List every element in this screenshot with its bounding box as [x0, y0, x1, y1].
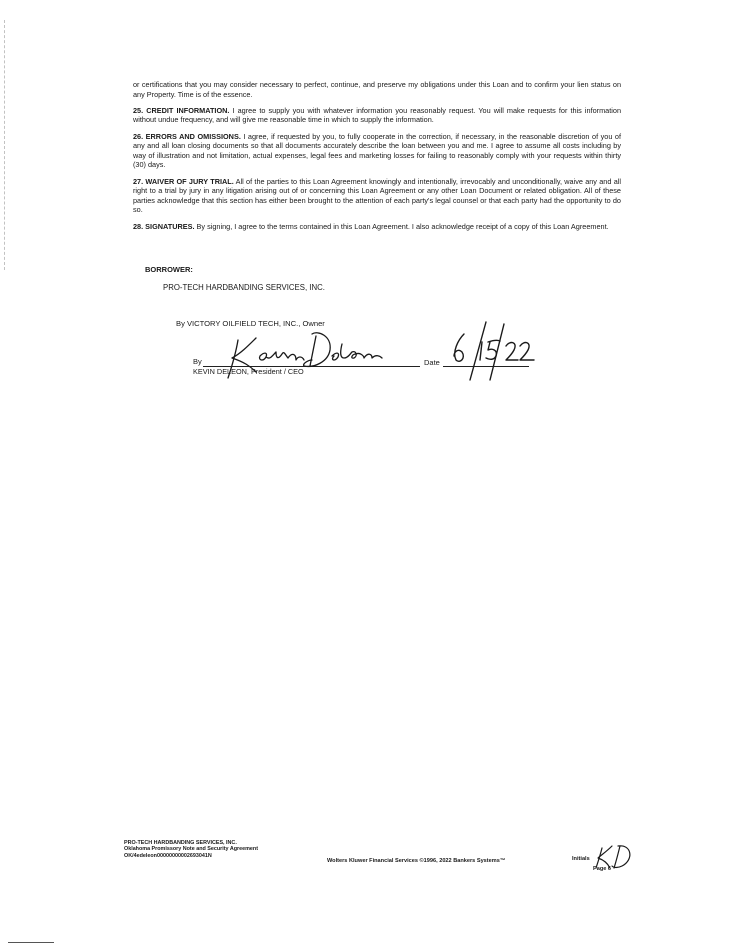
footer-copyright: Wolters Kluwer Financial Services ©1996, 2022 Bankers Systems™	[327, 858, 506, 864]
section-body: All of the parties to this Loan Agreement knowingly and intentionally, irrevocably and unconditionally, waive any and all right to a trial by jury in any litigation arising out of or concerning this Loan Agreement or any other Loan Document or related obligation. All of these parties acknowledge that this section has either been brought to the attention of each party's legal counsel or that each party had the opportunity to do so.	[133, 176, 621, 215]
section-heading: 28. SIGNATURES.	[133, 221, 195, 231]
section-heading: 26. ERRORS AND OMISSIONS.	[133, 131, 241, 141]
section-body: I agree to supply you with whatever information you reasonably request. You will make requests for this information without undue frequency, and will give me reasonable time in which to supply the information.	[133, 105, 621, 125]
footer-line: Oklahoma Promissory Note and Security Agreement	[124, 846, 259, 853]
by-label: By	[193, 357, 202, 366]
section-heading: 27. WAIVER OF JURY TRIAL.	[133, 176, 234, 186]
section-waiver-jury-trial	[133, 177, 621, 215]
footer-document-info	[124, 840, 258, 859]
section-heading: 25. CREDIT INFORMATION.	[133, 105, 230, 115]
section-body: By signing, I agree to the terms contained in this Loan Agreement. I also acknowledge receipt of a copy of this Loan Agreement.	[196, 221, 609, 231]
handwritten-signature	[200, 326, 410, 386]
section-credit-information	[133, 106, 621, 125]
handwritten-date	[446, 318, 536, 384]
continuation-text: or certifications that you may consider necessary to perfect, continue, and preserve my obligations under this Loan and to confirm your lien status on any Property. Time is of the essence.	[133, 80, 621, 99]
section-body: I agree, if requested by you, to fully cooperate in the correction, if necessary, in the reasonable discretion of you of any and all loan closing documents so that all documents accurately describe the loan between you and me. I agree to assume all costs including by way of illustration and not limitation, actual expenses, legal fees and marketing losses for failing to reasonably comply with your requests within thirty (30) days.	[133, 131, 621, 170]
footer-line: OK/4edeleon00000000002693041N	[124, 852, 212, 859]
borrower-name: PRO-TECH HARDBANDING SERVICES, INC.	[163, 283, 325, 292]
handwritten-initials	[588, 842, 638, 872]
scan-edge-mark	[8, 942, 54, 943]
borrower-label: BORROWER:	[145, 265, 193, 274]
scan-margin-mark	[4, 20, 6, 270]
document-body	[133, 80, 621, 238]
owner-line: By VICTORY OILFIELD TECH, INC., Owner	[176, 319, 325, 328]
continuation-paragraph	[133, 80, 621, 99]
section-errors-omissions	[133, 132, 621, 170]
initials-label: Initials	[572, 856, 590, 862]
page-number: Page 6	[593, 866, 612, 872]
signer-name: KEVIN DELEON, President / CEO	[193, 367, 304, 376]
section-signatures	[133, 222, 621, 232]
date-label: Date	[424, 358, 440, 367]
footer-line: PRO-TECH HARDBANDING SERVICES, INC.	[124, 840, 237, 846]
